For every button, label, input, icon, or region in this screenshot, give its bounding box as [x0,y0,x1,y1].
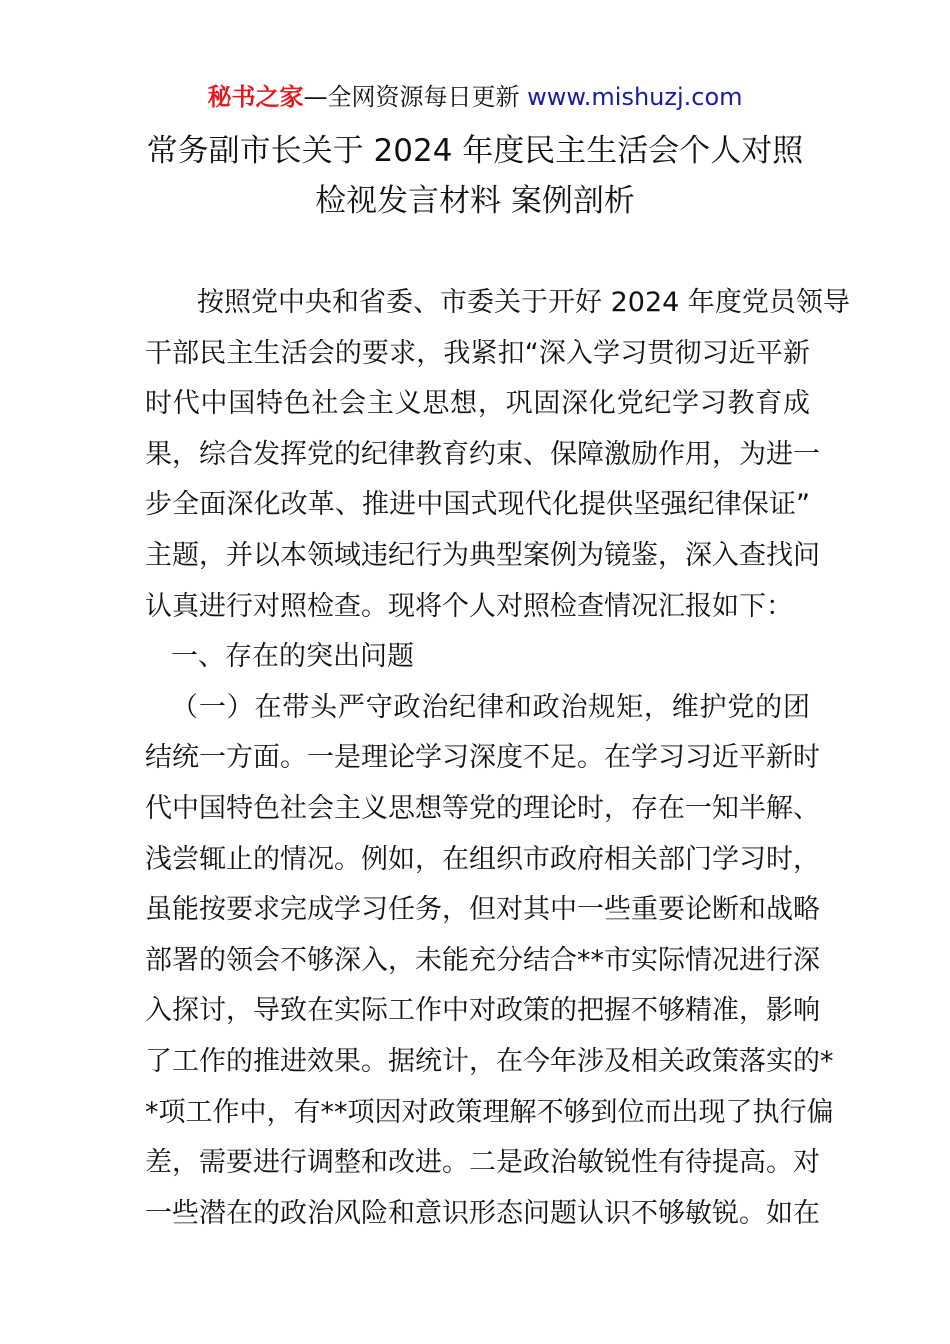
paragraph-line: 认真进行对照检查。现将个人对照检查情况汇报如下： [145,590,793,622]
title-line-1: 常务副市长关于 2024 年度民主生活会个人对照 [146,133,804,169]
section-heading: 一、存在的突出问题 [171,641,414,673]
paragraph-line: 结统一方面。一是理论学习深度不足。在学习习近平新时 [145,742,820,774]
paragraph-line: 步全面深化改革、推进中国式现代化提供坚强纪律保证” [145,489,810,521]
paragraph-line: 一些潜在的政治风险和意识形态问题认识不够敏锐。如在 [145,1197,820,1229]
paragraph-line: 虽能按要求完成学习任务，但对其中一些重要论断和战略 [145,894,820,926]
paragraph-line: 了工作的推进效果。据统计，在今年涉及相关政策落实的* [145,1045,834,1077]
site-tagline: —全网资源每日更新 [303,83,528,111]
site-brand: 秘书之家 [207,83,304,111]
title-line-2: 检视发言材料 案例剖析 [315,183,635,219]
paragraph-line: （一）在带头严守政治纪律和政治规矩，维护党的团 [171,691,810,723]
paragraph-line: *项工作中，有**项因对政策理解不够到位而出现了执行偏 [145,1096,834,1128]
site-url-link[interactable]: www.mishuzj.com [527,83,743,111]
paragraph-line: 入探讨，导致在实际工作中对政策的把握不够精准，影响 [145,995,820,1027]
site-header [0,80,950,114]
paragraph-line: 干部民主生活会的要求，我紧扣“深入学习贯彻习近平新 [145,337,810,369]
paragraph-line: 差，需要进行调整和改进。二是政治敏锐性有待提高。对 [145,1147,820,1179]
paragraph-line: 代中国特色社会主义思想等党的理论时，存在一知半解、 [145,792,820,824]
paragraph-line: 主题，并以本领域违纪行为典型案例为镜鉴，深入查找问 [145,539,820,571]
paragraph-line: 时代中国特色社会主义思想，巩固深化党纪学习教育成 [145,388,810,420]
paragraph-line: 部署的领会不够深入，未能充分结合**市实际情况进行深 [145,944,820,976]
document-title [0,126,950,226]
paragraph-line: 果，综合发挥党的纪律教育约束、保障激励作用，为进一 [145,438,820,470]
paragraph-line: 浅尝辄止的情况。例如，在组织市政府相关部门学习时， [145,843,820,875]
paragraph-line: 按照党中央和省委、市委关于开好 2024 年度党员领导 [197,287,850,318]
document-body [145,278,850,1239]
